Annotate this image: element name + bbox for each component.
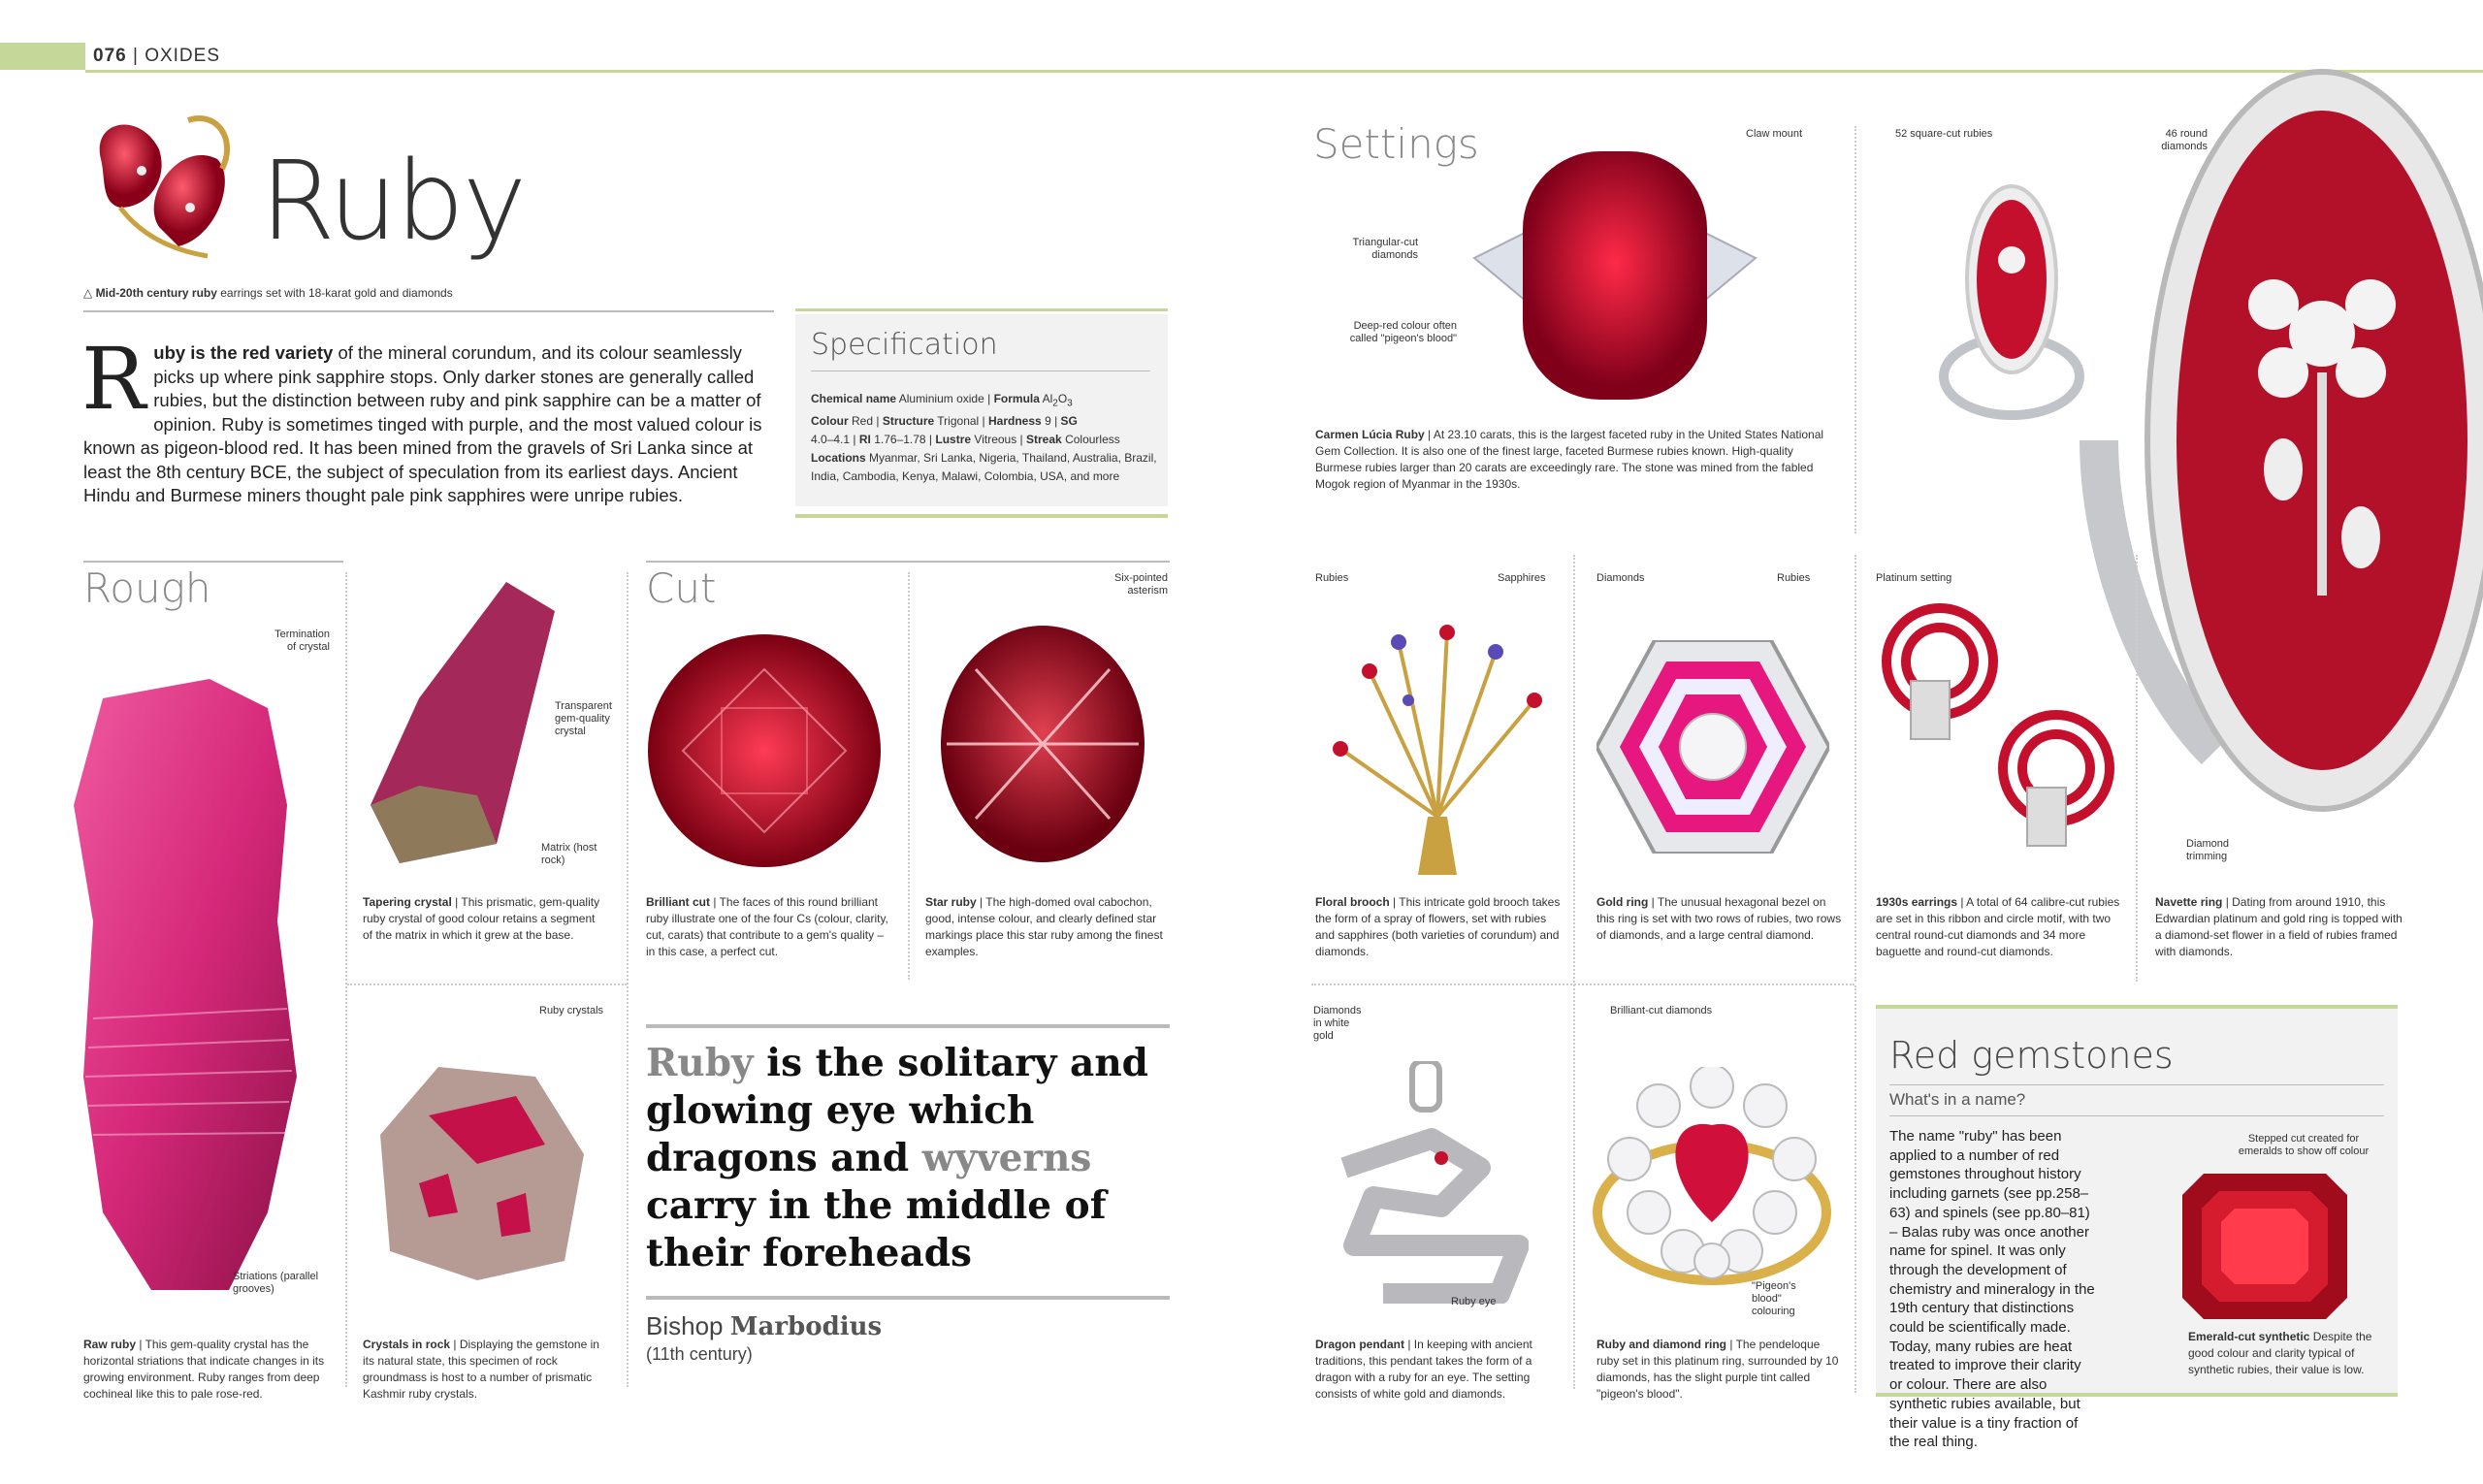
label-diamond-trimming: Diamond trimming: [2186, 838, 2230, 862]
label-deep-red: Deep-red colour often called "pigeon's blood": [1349, 320, 1457, 344]
raw-ruby-caption: Raw ruby | This gem-quality crystal has the horizontal striations that indicate changes in its growing environment. Ruby ranges from deep cochineal like this to pale rose-red.: [83, 1338, 325, 1401]
label-brilliant-diamonds: Brilliant-cut diamonds: [1610, 1005, 1713, 1016]
quote-top-rule: [646, 1024, 1170, 1028]
page-number: 076: [93, 46, 127, 66]
1930s-earrings-image: [1872, 594, 2124, 855]
tapering-crystal-caption: Tapering crystal | This prismatic, gem-quality ruby crystal of good colour retains a segment of the matrix in which it grew at the base.: [363, 895, 600, 942]
header-accent: [0, 43, 85, 70]
settings-h-divider: [1311, 984, 1854, 985]
quote-bottom-rule: [646, 1296, 1170, 1300]
quote-author: Bishop Marbodius: [646, 1311, 883, 1341]
crystals-in-rock-image: [361, 1038, 594, 1290]
red-gemstones-body: The name "ruby" has been applied to a number of red gemstones throughout history including garnets (see pp.258–63) and spinels (see pp.80–81) – Balas ruby was once another name for spinel. It was only through the development of chemistry and mineralogy in the 19th century that distinctions could be scientifically made. Today, many rubies are heat treated to improve their clarity or colour. There are also synthetic rubies available, but their value is a tiny fraction of the real thing.: [1889, 1128, 2095, 1451]
red-sub-rule: [1889, 1115, 2384, 1116]
rough-divider: [345, 572, 347, 1387]
label-rubies-brooch: Rubies: [1315, 572, 1349, 584]
navette-ring-caption: Navette ring | Dating from around 1910, this Edwardian platinum and gold ring is topped with a diamond-set flower in a field of rubies framed with diamonds.: [2155, 895, 2402, 958]
settings-divider-5: [1854, 985, 1856, 1393]
quote-date: (11th century): [646, 1344, 753, 1364]
specification-body: Chemical name Aluminium oxide | Formula $Al_2O_3$ Colour Red | Structure Trigonal | Hardness 9 | SG 4.0–4.1 | RI 1.76–1.78 | Lustre Vitreous | Streak Colourless Locations Myanmar, Sri Lanka, Nigeria, Thailand, Australia, Brazil, India, Cambodia, Kenya, Malawi, Colombia, USA, and more: [811, 392, 1157, 484]
cut-divider: [908, 572, 910, 980]
specification-title: Specification: [811, 328, 998, 362]
red-gemstones-subtitle: What's in a name?: [1889, 1090, 2026, 1109]
emerald-cut-caption: Emerald-cut synthetic Despite the good colour and clarity typical of synthetic rubies, their value is low.: [2188, 1330, 2372, 1376]
crystals-in-rock-caption: Crystals in rock | Displaying the gemstone in its natural state, this specimen of rock groundmass is host to a number of prismatic Kashmir ruby crystals.: [363, 1338, 599, 1401]
ruby-diamond-ring-caption: Ruby and diamond ring | The pendeloque ruby set in this platinum ring, surrounded by 10 diamonds, has the slight purple tint called "pigeon's blood".: [1596, 1338, 1839, 1401]
label-46-diamonds: 46 round diamonds: [2161, 128, 2208, 152]
brilliant-cut-caption: Brilliant cut | The faces of this round brilliant ruby illustrate one of the four Cs (colour, clarity, cut, carats) that contribute to a gem's quality – in this case, a perfect cut.: [646, 895, 888, 958]
section-name: OXIDES: [145, 46, 221, 66]
cut-rule: [646, 561, 1170, 563]
dragon-pendant-caption: Dragon pendant | In keeping with ancient traditions, this pendant takes the form of a dragon with a ruby for an eye. The setting consists of white gold and diamonds.: [1315, 1338, 1532, 1401]
red-gemstones-title: Red gemstones: [1889, 1034, 2174, 1077]
label-transparent: Transparent gem-quality crystal: [555, 700, 612, 737]
1930s-earrings-caption: 1930s earrings | A total of 64 calibre-cut rubies are set in this ribbon and circle motif, with two central round-cut diamonds and 34 more baguette and round-cut diamonds.: [1876, 895, 2120, 958]
dragon-pendant-image: [1335, 1061, 1529, 1304]
label-pigeons-blood: "Pigeon's blood" colouring: [1752, 1280, 1796, 1317]
label-ruby-crystals: Ruby crystals: [539, 1005, 604, 1016]
intro-paragraph: Ruby is the red variety of the mineral corundum, and its colour seamlessly picks up where pink sapphire stops. Only darker stones are generally called rubies, but the distinction between ruby and pink sapphire can be a matter of opinion. Ruby is sometimes tinged with purple, and the most valued colour is known as pigeon-blood red. It has been mined from the gravels of Sri Lanka since at least the 8th century BCE, the subject of speculation from its earliest days. Ancient Hindu and Burmese miners thought pale pink sapphires were unripe rubies.: [81, 329, 762, 505]
rough-rule: [83, 561, 343, 563]
raw-ruby-image: [64, 669, 316, 1309]
carmen-lucia-ruby-image: [1455, 142, 1775, 409]
ruby-earrings-image: [81, 101, 242, 266]
quote-text: Ruby is the solitary and glowing eye which dragons and wyverns carry in the middle of their foreheads: [646, 1041, 1148, 1275]
title-rule: [83, 310, 774, 312]
label-ruby-eye: Ruby eye: [1451, 1296, 1497, 1307]
carmen-lucia-caption: Carmen Lúcia Ruby | At 23.10 carats, this is the largest faceted ruby in the United States National Gem Collection. It is also one of the finest large, faceted Burmese rubies known. High-quality Burmese rubies larger than 20 carats are exceedingly rare. The stone was mined from the fabled Mogok region of Myanmar in the 1930s.: [1315, 428, 1824, 491]
label-matrix: Matrix (host rock): [541, 842, 597, 866]
star-ruby-image: [937, 621, 1148, 867]
label-asterism: Six-pointed asterism: [1113, 572, 1168, 597]
star-ruby-caption: Star ruby | The high-domed oval cabochon, good, intense colour, and clearly defined star markings place this star ruby among the finest examples.: [925, 895, 1163, 958]
label-striations: Striations (parallel grooves): [233, 1271, 319, 1295]
label-triangular: Triangular-cut diamonds: [1352, 237, 1418, 261]
settings-heading: Settings: [1313, 120, 1479, 168]
settings-divider: [1854, 126, 1856, 533]
floral-brooch-caption: Floral brooch | This intricate gold brooch takes the form of a spray of flowers, set with rubies and sapphires (both varieties of corundum) and diamonds.: [1315, 895, 1561, 958]
gold-ring-image: [1596, 640, 1829, 854]
page-title: Ruby: [260, 139, 526, 265]
label-diamonds-ring: Diamonds: [1596, 572, 1645, 584]
emerald-cut-synthetic-image: [2182, 1174, 2347, 1319]
cut-heading: Cut: [646, 565, 717, 612]
label-diamonds-gold: Diamonds in white gold: [1313, 1005, 1362, 1042]
rough-cut-divider: [627, 572, 629, 1387]
settings-divider-2: [1573, 555, 1575, 1389]
red-title-rule: [1889, 1084, 2384, 1085]
label-stepped-cut: Stepped cut created for emeralds to show off colour: [2238, 1133, 2370, 1157]
tapering-crystal-image: [361, 572, 564, 883]
settings-divider-4: [2136, 555, 2138, 982]
label-sapphires: Sapphires: [1498, 572, 1546, 584]
brilliant-cut-image: [644, 630, 885, 871]
spec-bottom-rule: [795, 514, 1168, 518]
gold-ring-caption: Gold ring | The unusual hexagonal bezel on this ring is set with two rows of rubies, two rows of diamonds, and a large central diamond.: [1596, 895, 1842, 942]
rough-heading: Rough: [83, 565, 211, 612]
settings-divider-3: [1854, 555, 1856, 982]
label-termination: Termination of crystal: [274, 629, 330, 653]
drop-cap: R: [81, 329, 146, 429]
label-rubies-ring: Rubies: [1777, 572, 1811, 584]
floral-brooch-image: [1311, 594, 1564, 885]
label-platinum: Platinum setting: [1876, 572, 1952, 584]
earrings-caption: △ Mid-20th century ruby earrings set with 18-karat gold and diamonds: [83, 286, 453, 300]
running-header: 076 | OXIDES: [93, 46, 221, 66]
spec-top-rule: [795, 308, 1168, 311]
ruby-diamond-ring-image: [1591, 1067, 1833, 1290]
rough-h-divider: [347, 984, 627, 985]
label-claw-mount: Claw mount: [1746, 128, 1803, 140]
label-52-rubies: 52 square-cut rubies: [1895, 128, 1993, 140]
